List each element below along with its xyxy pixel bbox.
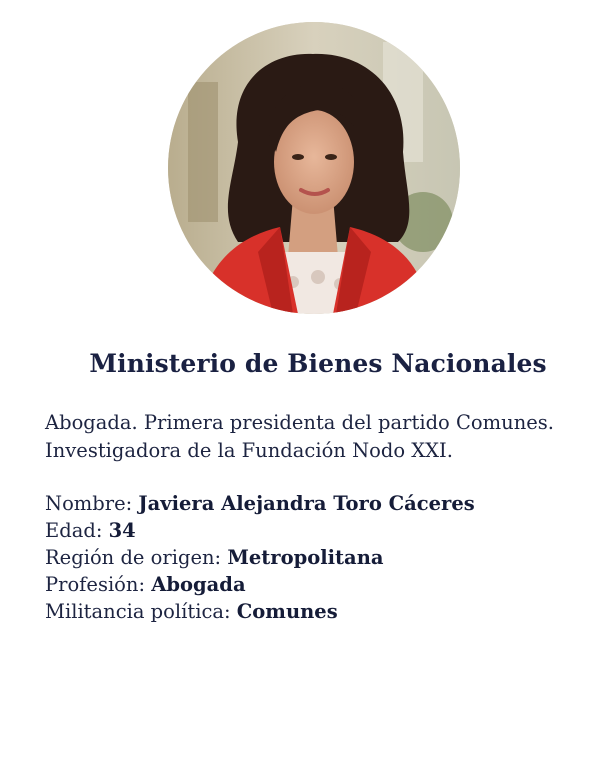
field-label: Edad:	[45, 519, 103, 542]
field-value: 34	[108, 519, 136, 542]
bio-text	[45, 409, 605, 465]
ministry-title: Ministerio de Bienes Nacionales	[89, 349, 547, 378]
field-edad	[45, 517, 605, 544]
field-value: Javiera Alejandra Toro Cáceres	[138, 492, 475, 515]
field-label: Nombre:	[45, 492, 133, 515]
field-militancia	[45, 598, 605, 625]
field-label: Profesión:	[45, 573, 146, 596]
field-value: Comunes	[236, 600, 338, 623]
field-region	[45, 544, 605, 571]
person-photo-icon	[168, 22, 460, 314]
bio-line: Investigadora de la Fundación Nodo XXI.	[45, 439, 453, 462]
portrait-photo	[168, 22, 460, 314]
bio-line: Abogada. Primera presidenta del partido Comunes.	[45, 411, 554, 434]
field-label: Militancia política:	[45, 600, 231, 623]
field-value: Metropolitana	[227, 546, 384, 569]
field-label: Región de origen:	[45, 546, 222, 569]
field-value: Abogada	[151, 573, 246, 596]
field-nombre	[45, 490, 605, 517]
profile-fields	[45, 490, 605, 625]
field-profesion	[45, 571, 605, 598]
